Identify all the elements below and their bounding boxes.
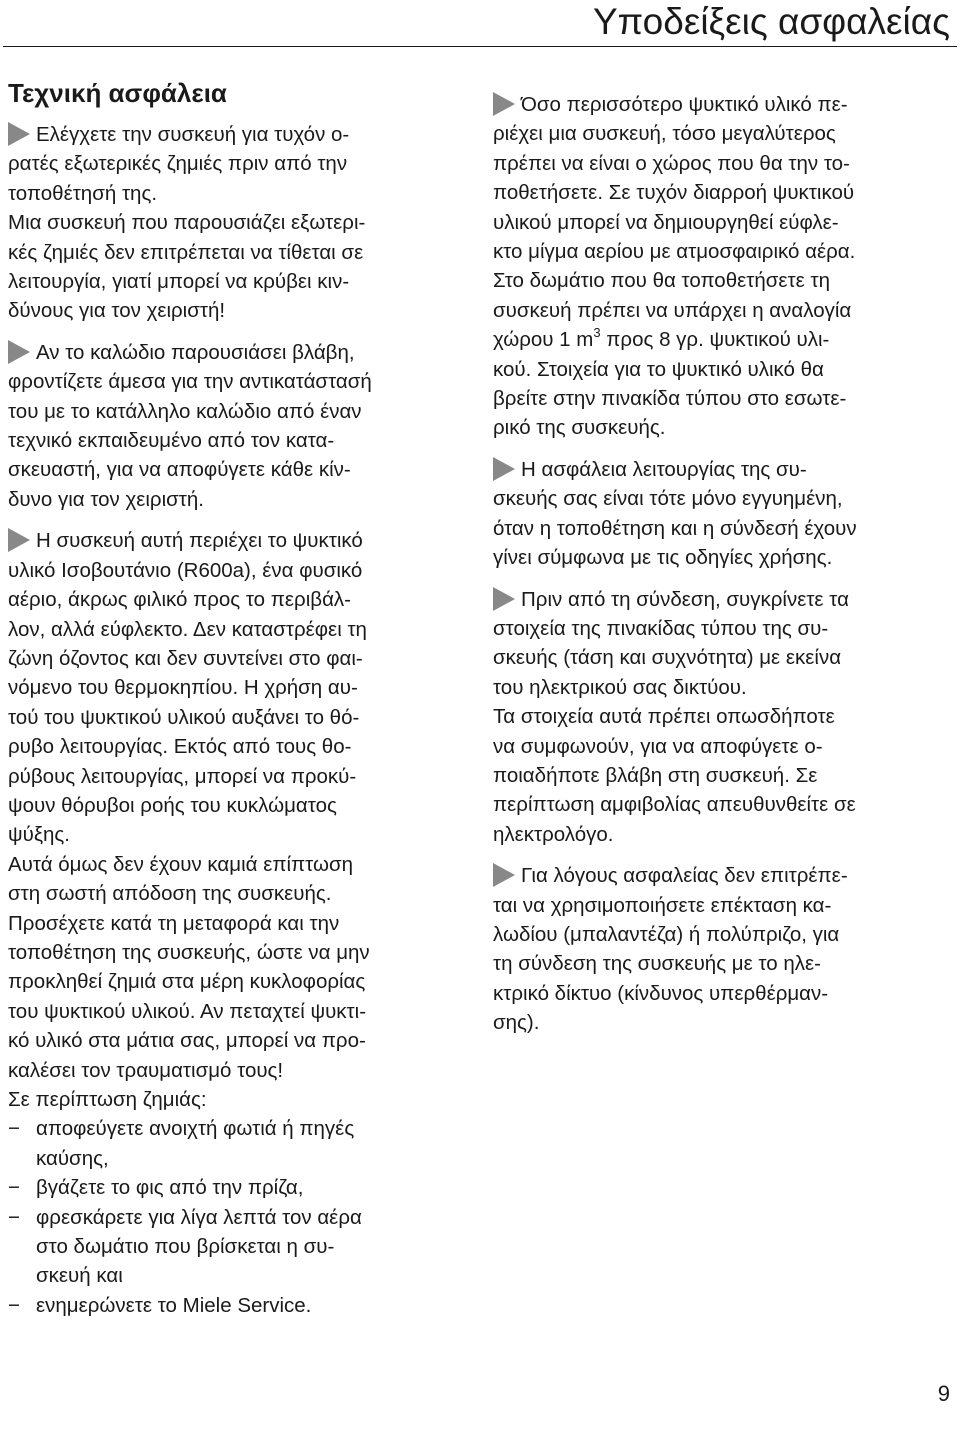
text-line: Μια συσκευή που παρουσιάζει εξωτερι- — [8, 211, 366, 235]
text-line: τη σύνδεση της συσκευής με το ηλε- — [493, 952, 821, 976]
text-line: ψύξης. — [8, 823, 70, 847]
text-line: Για λόγους ασφαλείας δεν επιτρέπε- — [493, 861, 955, 890]
section-title: Τεχνική ασφάλεια — [8, 78, 227, 108]
text-line: του με το κατάλληλο καλώδιο από έναν — [8, 399, 362, 423]
bullet-triangle-icon — [8, 340, 30, 364]
text-line: λειτουργία, γιατί μπορεί να κρύβει κιν- — [8, 270, 350, 294]
text-line: ρυβο λειτουργίας. Εκτός από τους θο- — [8, 735, 352, 759]
text-line: Τα στοιχεία αυτά πρέπει οπωσδήποτε — [493, 705, 835, 729]
text-line: υλικού μπορεί να δημιουργηθεί εύφλε- — [493, 210, 839, 234]
text-line: ψουν θόρυβοι ροής του κυκλώματος — [8, 793, 337, 817]
text-line: τεχνικό εκπαιδευμένο από τον κατα- — [8, 429, 335, 453]
text-line: κτο μίγμα αερίου με ατμοσφαιρικό αέρα. — [493, 240, 856, 264]
text-line: τού του ψυκτικού υλικού αυξάνει το θό- — [8, 705, 360, 729]
damage-step-continuation: σκευή και — [36, 1264, 123, 1288]
damage-step-continuation: καύσης, — [36, 1146, 109, 1170]
text-line: ρατές εξωτερικές ζημιές πριν από την — [8, 152, 348, 176]
damage-step-item: − βγάζετε το φις από την πρίζα, — [8, 1173, 462, 1202]
text-line: νόμενο του θερμοκηπίου. Η χρήση αυ- — [8, 676, 358, 700]
text-line: ποθετήσετε. Σε τυχόν διαρροή ψυκτικού — [493, 181, 855, 205]
text-line: προκληθεί ζημιά στα μέρη κυκλοφορίας — [8, 970, 366, 994]
page-number: 9 — [937, 1381, 950, 1406]
paragraph-extension-cable — [493, 861, 955, 1037]
text-line: υλικό Ισοβουτάνιο (R600a), ένα φυσικό — [8, 558, 363, 582]
text-line: ται να χρησιμοποιήσετε επέκταση κα- — [493, 893, 832, 917]
page-header-title: Υποδείξεις ασφαλείας — [592, 1, 950, 42]
text-line: Πριν από τη σύνδεση, συγκρίνετε τα — [493, 585, 955, 614]
text-line: κού. Στοιχεία για το ψυκτικό υλικό θα — [493, 357, 824, 381]
damage-step-continuation: στο δωμάτιο που βρίσκεται η συ- — [36, 1235, 335, 1259]
text-line: Αν το καλώδιο παρουσιάσει βλάβη, — [8, 338, 462, 367]
cubic-superscript: 3 — [593, 325, 601, 341]
text-line: περίπτωση αμφιβολίας απευθυνθείτε σε — [493, 793, 856, 817]
bullet-triangle-icon — [493, 457, 515, 481]
text-line: γίνει σύμφωνα με τις οδηγίες χρήσης. — [493, 546, 833, 570]
text-line: Όσο περισσότερο ψυκτικό υλικό πε- — [493, 90, 955, 119]
paragraph-room-size — [493, 90, 955, 443]
text-line: σης). — [493, 1011, 540, 1035]
paragraph-external-damage — [8, 120, 462, 326]
text-line: όταν η τοποθέτηση και η σύνδεσή έχουν — [493, 516, 857, 540]
text-line: Η ασφάλεια λειτουργίας της συ- — [493, 455, 955, 484]
text-line: δυνο για τον χειριστή. — [8, 487, 204, 511]
text-line: κτρικό δίκτυο (κίνδυνος υπερθέρμαν- — [493, 981, 829, 1005]
text-line: αέριο, άκρως φιλικό προς το περιβάλ- — [8, 588, 351, 612]
text-line: στοιχεία της πινακίδας τύπου της συ- — [493, 616, 829, 640]
text-line: ποιαδήποτε βλάβη στη συσκευή. Σε — [493, 763, 818, 787]
text-line: καλέσει τον τραυματισμό τους! — [8, 1058, 284, 1082]
bullet-triangle-icon — [493, 92, 515, 116]
text-line: σκευής (τάση και συχνότητα) με εκείνα — [493, 646, 842, 670]
bullet-triangle-icon — [8, 122, 30, 146]
text-line: κές ζημιές δεν επιτρέπεται να τίθεται σε — [8, 240, 364, 264]
text-line: Στο δωμάτιο που θα τοποθετήσετε τη — [493, 269, 830, 293]
text-line: Αυτά όμως δεν έχουν καμιά επίπτωση — [8, 852, 354, 876]
dash-bullet: − — [8, 1176, 20, 1200]
text-line: συσκευή πρέπει να υπάρχει η αναλογία — [493, 298, 852, 322]
text-line: να συμφωνούν, για να αποφύγετε ο- — [493, 734, 823, 758]
text-line: του ψυκτικού υλικού. Αν πεταχτεί ψυκτι- — [8, 999, 367, 1023]
dash-bullet: − — [8, 1293, 20, 1317]
left-column — [8, 78, 462, 1332]
text-line: πρέπει να είναι ο χώρος που θα την το- — [493, 151, 850, 175]
bullet-triangle-icon — [493, 863, 515, 887]
text-line: βρείτε στην πινακίδα τύπου στο εσωτε- — [493, 387, 847, 411]
text-line: δύνους για τον χειριστή! — [8, 299, 226, 323]
text-line: φροντίζετε άμεσα για την αντικατάστασή — [8, 370, 372, 394]
paragraph-data-plate — [493, 585, 955, 850]
damage-step-item: − αποφεύγετε ανοιχτή φωτιά ή πηγές — [8, 1114, 462, 1143]
bullet-triangle-icon — [493, 587, 515, 611]
right-column — [493, 90, 955, 1050]
damage-step-item: − ενημερώνετε το Miele Service. — [8, 1291, 462, 1320]
text-line: σκευής σας είναι τότε μόνο εγγυημένη, — [493, 487, 843, 511]
text-line: Η συσκευή αυτή περιέχει το ψυκτικό — [8, 526, 462, 555]
text-line: ηλεκτρολόγο. — [493, 822, 614, 846]
text-line: του ηλεκτρικού σας δικτύου. — [493, 675, 747, 699]
bullet-triangle-icon — [8, 528, 30, 552]
text-line: ρικό της συσκευής. — [493, 416, 666, 440]
text-line: στη σωστή απόδοση της συσκευής. — [8, 882, 332, 906]
text-line: κό υλικό στα μάτια σας, μπορεί να προ- — [8, 1029, 366, 1053]
text-line: Σε περίπτωση ζημιάς: — [8, 1088, 207, 1111]
text-line: ρύβους λειτουργίας, μπορεί να προκύ- — [8, 764, 357, 788]
header-rule — [3, 46, 957, 47]
dash-bullet: − — [8, 1205, 20, 1229]
text-line: Προσέχετε κατά τη μεταφορά και την — [8, 911, 340, 935]
paragraph-operating-safety — [493, 455, 955, 573]
dash-bullet: − — [8, 1117, 20, 1141]
text-line: τοποθέτησή της. — [8, 181, 158, 205]
text-line-ratio: χώρου 1 $m^3$ προς 8 γρ. ψυκτικού υλι- — [493, 325, 830, 352]
text-line: Ελέγχετε την συσκευή για τυχόν ο- — [8, 120, 462, 149]
text-line: λον, αλλά εύφλεκτο. Δεν καταστρέφει τη — [8, 617, 367, 641]
damage-step-item: − φρεσκάρετε για λίγα λεπτά τον αέρα — [8, 1203, 462, 1232]
paragraph-cable-damage — [8, 338, 462, 514]
paragraph-refrigerant — [8, 526, 462, 1320]
text-line: ριέχει μια συσκευή, τόσο μεγαλύτερος — [493, 122, 836, 146]
text-line: τοποθέτηση της συσκευής, ώστε να μην — [8, 940, 370, 964]
text-line: λωδίου (μπαλαντέζα) ή πολύπριζο, για — [493, 922, 840, 946]
text-line: σκευαστή, για να αποφύγετε κάθε κίν- — [8, 458, 351, 482]
text-line: ζώνη όζοντος και δεν συντείνει στο φαι- — [8, 646, 363, 670]
